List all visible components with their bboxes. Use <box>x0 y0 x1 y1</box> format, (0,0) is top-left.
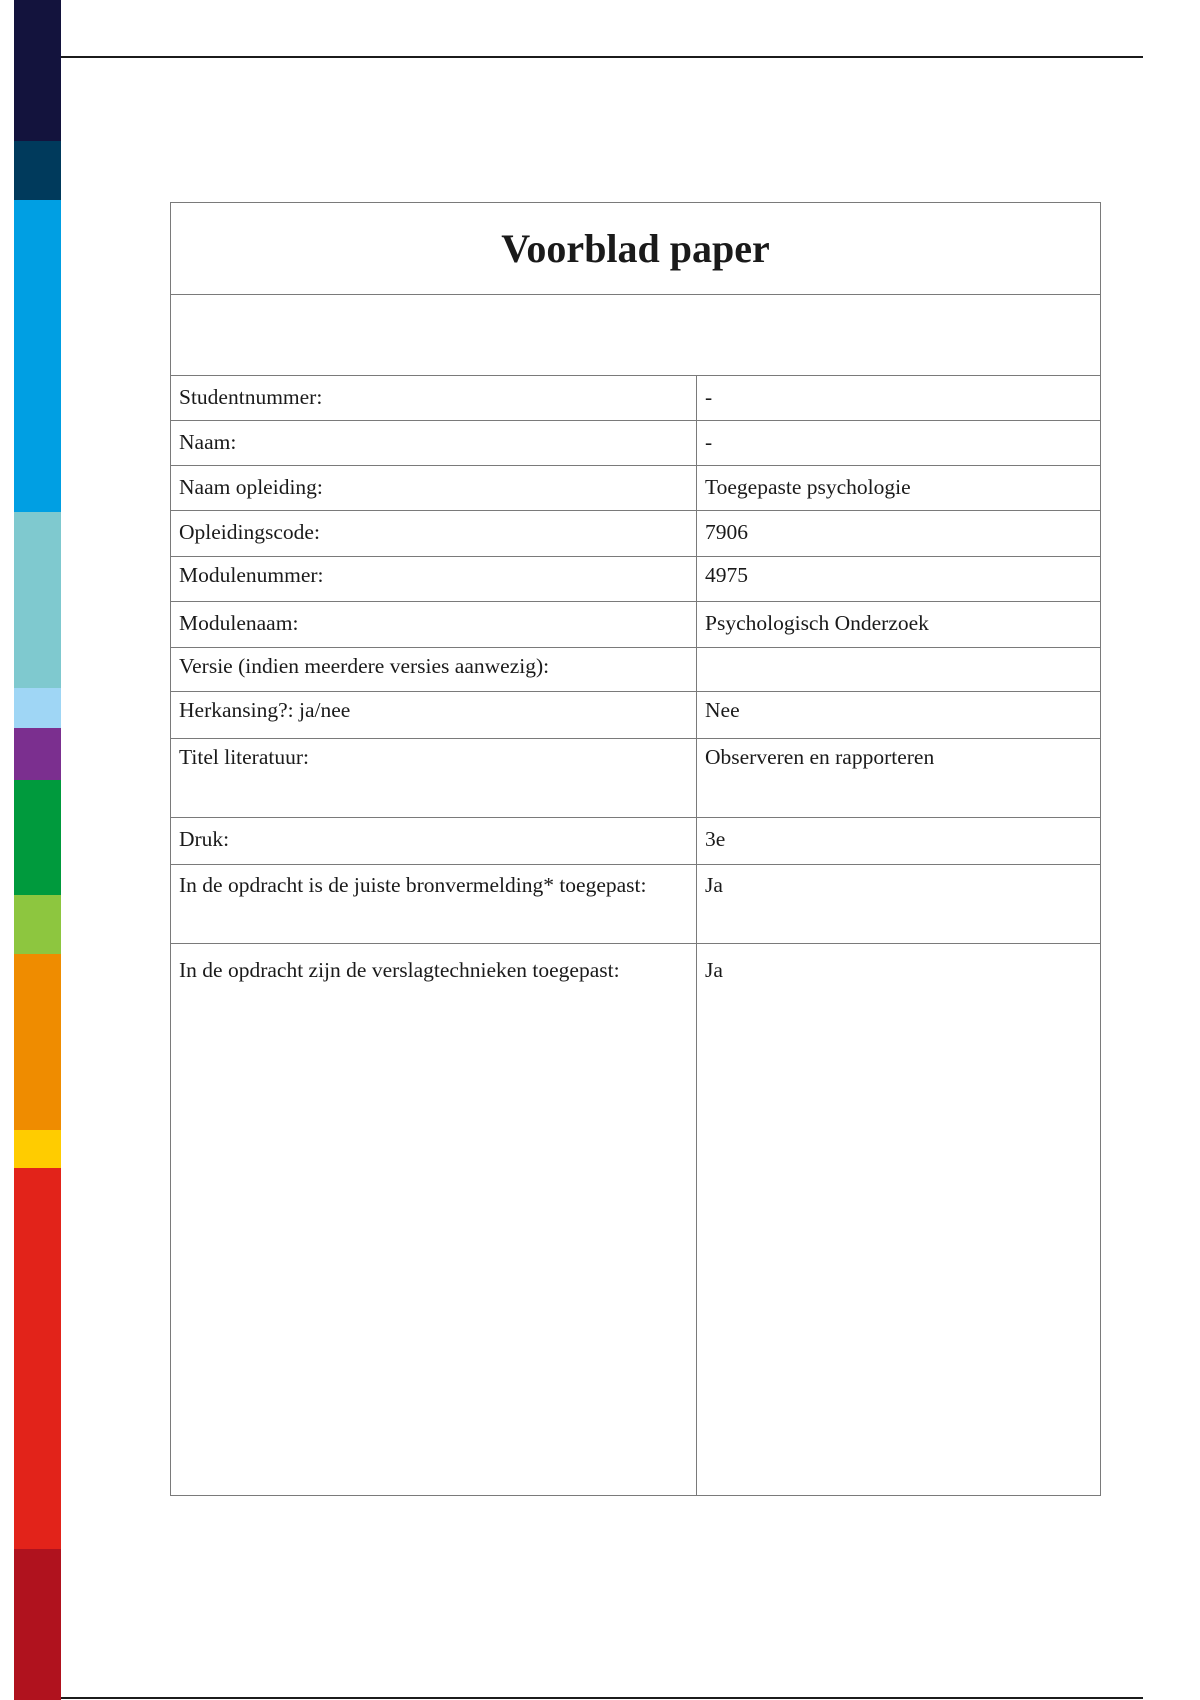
table-row <box>171 557 1101 602</box>
field-label: Opleidingscode: <box>171 511 697 557</box>
table-row <box>171 376 1101 421</box>
table-row <box>171 511 1101 557</box>
field-value: 3e <box>697 818 1101 865</box>
field-label: Studentnummer: <box>171 376 697 421</box>
stripe-segment <box>14 1168 61 1549</box>
field-label: Herkansing?: ja/nee <box>171 692 697 739</box>
title-row <box>171 203 1101 295</box>
field-value: - <box>697 376 1101 421</box>
field-label: Titel literatuur: <box>171 739 697 818</box>
stripe-segment <box>14 141 61 200</box>
stripe-segment <box>14 0 61 141</box>
field-value: - <box>697 421 1101 466</box>
field-label: Druk: <box>171 818 697 865</box>
field-value: Ja <box>697 944 1101 1496</box>
table-row <box>171 648 1101 692</box>
table-row <box>171 421 1101 466</box>
stripe-segment <box>14 512 61 688</box>
field-value <box>697 648 1101 692</box>
field-label: In de opdracht zijn de verslagtechnieken toegepast: <box>171 944 697 1496</box>
field-label: Versie (indien meerdere versies aanwezig): <box>171 648 697 692</box>
table-row <box>171 466 1101 511</box>
stripe-segment <box>14 895 61 954</box>
field-value: Toegepaste psychologie <box>697 466 1101 511</box>
empty-row <box>171 295 1101 376</box>
footer-rule <box>61 1697 1143 1699</box>
field-value: Nee <box>697 692 1101 739</box>
field-label: Naam: <box>171 421 697 466</box>
cover-sheet-table <box>170 202 1101 1496</box>
field-label: Modulenaam: <box>171 602 697 648</box>
stripe-segment <box>14 1130 61 1168</box>
field-label: Modulenummer: <box>171 557 697 602</box>
field-value: 7906 <box>697 511 1101 557</box>
stripe-segment <box>14 728 61 780</box>
table-row <box>171 944 1101 1496</box>
stripe-segment <box>14 200 61 512</box>
field-value: Observeren en rapporteren <box>697 739 1101 818</box>
stripe-segment <box>14 954 61 1130</box>
page-title: Voorblad paper <box>171 203 1101 295</box>
empty-cell <box>171 295 1101 376</box>
field-label: In de opdracht is de juiste bronvermelding* toegepast: <box>171 865 697 944</box>
table-row <box>171 602 1101 648</box>
field-value: Ja <box>697 865 1101 944</box>
table-row <box>171 865 1101 944</box>
table-row <box>171 739 1101 818</box>
stripe-segment <box>14 780 61 895</box>
table-row <box>171 818 1101 865</box>
stripe-segment <box>14 688 61 728</box>
table-row <box>171 692 1101 739</box>
field-label: Naam opleiding: <box>171 466 697 511</box>
stripe-segment <box>14 1549 61 1700</box>
decorative-color-stripe <box>14 0 61 1700</box>
field-value: 4975 <box>697 557 1101 602</box>
header-rule <box>61 56 1143 58</box>
field-value: Psychologisch Onderzoek <box>697 602 1101 648</box>
